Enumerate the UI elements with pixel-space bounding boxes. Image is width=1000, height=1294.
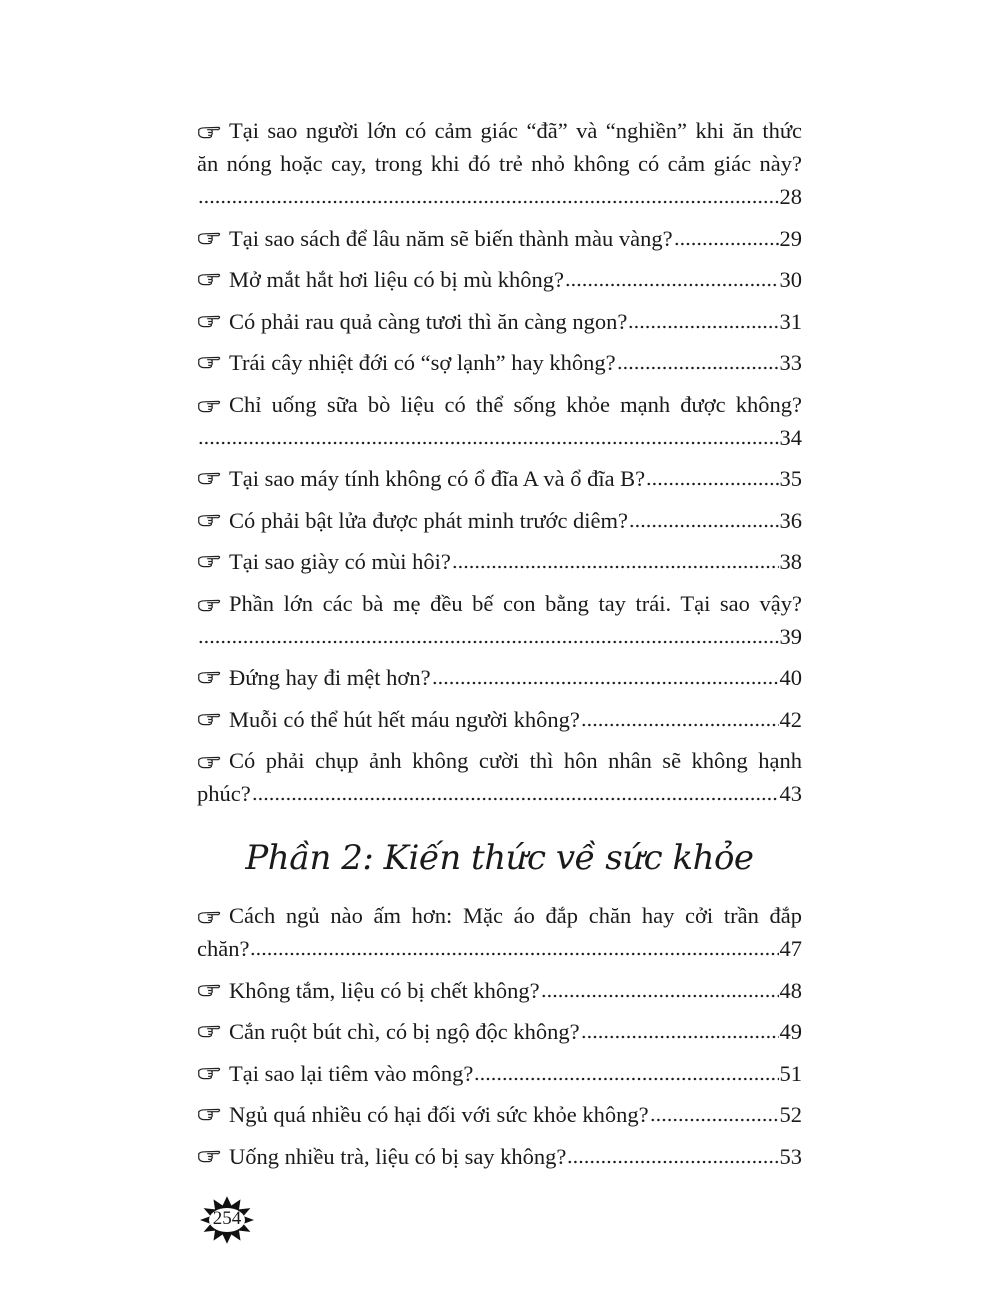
entry-title-text: Có phải chụp ảnh không cười thì hôn nhân sẽ không hạnh: [229, 748, 802, 773]
toc-entry[interactable]: [197, 222, 802, 255]
entry-title-line: [197, 899, 802, 932]
toc-entry[interactable]: [197, 388, 802, 454]
entry-page-number: 40: [779, 665, 802, 690]
dot-leader: [198, 440, 779, 446]
entry-title-text: Uống nhiều trà, liệu có bị say không?: [229, 1143, 567, 1169]
page-number-badge: [200, 1196, 254, 1244]
pointing-hand-icon: [197, 670, 223, 685]
entry-leader-line: [197, 777, 802, 810]
part2-list: [197, 899, 802, 1173]
entry-title-text: Trái cây nhiệt đới có “sợ lạnh” hay không?: [229, 350, 616, 375]
entry-title-text: Mở mắt hắt hơi liệu có bị mù không?: [229, 267, 564, 292]
entry-leader-line: [197, 1015, 802, 1048]
entry-leader-line: [197, 545, 802, 578]
pointing-hand-icon: [197, 314, 223, 329]
entry-leader-line: [197, 1098, 802, 1131]
dot-leader: [565, 282, 779, 288]
entry-page-number: 51: [779, 1060, 802, 1086]
entry-leader-line: [197, 346, 802, 379]
toc-entry[interactable]: [197, 744, 802, 810]
entry-leader-line: [197, 1057, 802, 1090]
pointing-hand-icon: [197, 712, 223, 727]
entry-title-text: Tại sao lại tiêm vào mông?: [229, 1060, 474, 1086]
toc-entry[interactable]: [197, 1015, 802, 1048]
pointing-hand-icon: [197, 471, 223, 486]
entry-title-text: ăn nóng hoặc cay, trong khi đó trẻ nhỏ không có cảm giác này?: [197, 151, 802, 176]
entry-title-text: Tại sao sách để lâu năm sẽ biến thành màu vàng?: [229, 225, 673, 251]
entry-page-number: 47: [779, 936, 802, 961]
entry-page-number: 42: [779, 706, 802, 732]
entry-page-number: 33: [779, 350, 802, 375]
entry-title-text: Có phải bật lửa được phát minh trước diêm?: [229, 507, 629, 533]
pointing-hand-icon: [197, 1107, 223, 1122]
dot-leader: [617, 365, 779, 371]
entry-title-text: Tại sao máy tính không có ổ đĩa A và ổ đĩa B?: [229, 466, 646, 491]
dot-leader: [628, 324, 778, 330]
entry-page-number: 53: [779, 1143, 802, 1169]
entry-page-number: 29: [779, 225, 802, 251]
entry-leader-line: [197, 703, 802, 736]
entry-leader-line: [197, 180, 802, 213]
entry-title-line: [197, 388, 802, 421]
dot-leader: [650, 1117, 779, 1123]
part1-list: [197, 114, 802, 810]
entry-leader-line: [197, 263, 802, 296]
entry-title-text: Tại sao người lớn có cảm giác “đã” và “nghiền” khi ăn thức: [229, 118, 802, 143]
dot-leader: [646, 481, 778, 487]
entry-leader-line: [197, 504, 802, 537]
dot-leader: [452, 564, 779, 570]
toc-entry[interactable]: [197, 703, 802, 736]
pointing-hand-icon: [197, 125, 223, 140]
entry-title-text: Cách ngủ nào ấm hơn: Mặc áo đắp chăn hay cởi trần đắp: [229, 903, 802, 928]
dot-leader: [252, 796, 779, 802]
dot-leader: [541, 993, 779, 999]
dot-leader: [432, 680, 779, 686]
entry-leader-line: [197, 974, 802, 1007]
pointing-hand-icon: [197, 1024, 223, 1039]
entry-title-text: Ngủ quá nhiều có hại đối với sức khỏe không?: [229, 1102, 649, 1127]
entry-title-text: Phần lớn các bà mẹ đều bế con bằng tay trái. Tại sao vậy?: [229, 590, 802, 616]
entry-page-number: 39: [779, 623, 802, 649]
entry-title-text: chăn?: [197, 936, 250, 961]
entry-leader-line: [197, 932, 802, 965]
toc-entry[interactable]: [197, 587, 802, 653]
entry-page-number: 52: [779, 1102, 802, 1127]
toc-entry[interactable]: [197, 346, 802, 379]
pointing-hand-icon: [197, 755, 223, 770]
section-heading: Phần 2: Kiến thức về sức khỏe: [245, 838, 754, 878]
entry-leader-line: [197, 222, 802, 255]
dot-leader: [567, 1159, 778, 1165]
pointing-hand-icon: [197, 231, 223, 246]
entry-page-number: 28: [779, 184, 802, 209]
dot-leader: [198, 199, 779, 205]
entry-leader-line: [197, 661, 802, 694]
dot-leader: [629, 523, 778, 529]
entry-leader-line: [197, 1140, 802, 1173]
dot-leader: [674, 241, 779, 247]
dot-leader: [581, 1034, 779, 1040]
page-number: 254: [212, 1208, 242, 1229]
entry-page-number: 38: [779, 549, 802, 574]
toc-entry[interactable]: [197, 462, 802, 495]
entry-page-number: 36: [779, 507, 802, 533]
toc-entry[interactable]: [197, 545, 802, 578]
entry-leader-line: [197, 620, 802, 653]
pointing-hand-icon: [197, 1066, 223, 1081]
entry-page-number: 49: [779, 1019, 802, 1044]
pointing-hand-icon: [197, 399, 223, 414]
toc-entry[interactable]: [197, 114, 802, 213]
dot-leader: [474, 1076, 778, 1082]
toc-entry[interactable]: [197, 263, 802, 296]
entry-title-line: [197, 147, 802, 180]
entry-title-line: [197, 744, 802, 777]
entry-title-text: Cắn ruột bút chì, có bị ngộ độc không?: [229, 1019, 580, 1044]
pointing-hand-icon: [197, 1149, 223, 1164]
dot-leader: [581, 722, 779, 728]
pointing-hand-icon: [197, 983, 223, 998]
pointing-hand-icon: [197, 272, 223, 287]
entry-page-number: 48: [779, 977, 802, 1003]
pointing-hand-icon: [197, 598, 223, 613]
entry-title-text: Có phải rau quả càng tươi thì ăn càng ngon?: [229, 308, 628, 334]
table-of-contents: [197, 114, 802, 1173]
entry-leader-line: [197, 462, 802, 495]
toc-entry[interactable]: [197, 1057, 802, 1090]
entry-leader-line: [197, 305, 802, 338]
entry-title-text: Chỉ uống sữa bò liệu có thể sống khỏe mạnh được không?: [229, 391, 802, 417]
toc-entry[interactable]: [197, 661, 802, 694]
entry-page-number: 31: [779, 308, 802, 334]
entry-page-number: 30: [779, 267, 802, 292]
pointing-hand-icon: [197, 910, 223, 925]
entry-title-line: [197, 587, 802, 620]
toc-entry[interactable]: [197, 1098, 802, 1131]
entry-page-number: 35: [779, 466, 802, 491]
entry-page-number: 34: [779, 424, 802, 450]
entry-page-number: 43: [779, 781, 802, 806]
pointing-hand-icon: [197, 513, 223, 528]
entry-leader-line: [197, 421, 802, 454]
entry-title-text: Không tắm, liệu có bị chết không?: [229, 977, 540, 1003]
entry-title-text: Muỗi có thể hút hết máu người không?: [229, 706, 580, 732]
pointing-hand-icon: [197, 554, 223, 569]
entry-title-line: [197, 114, 802, 147]
entry-title-text: Đứng hay đi mệt hơn?: [229, 665, 431, 690]
toc-entry[interactable]: [197, 1140, 802, 1173]
toc-entry[interactable]: [197, 305, 802, 338]
toc-entry[interactable]: [197, 899, 802, 965]
dot-leader: [250, 951, 778, 957]
entry-title-text: phúc?: [197, 781, 251, 806]
dot-leader: [198, 639, 779, 645]
toc-entry[interactable]: [197, 974, 802, 1007]
entry-title-text: Tại sao giày có mùi hôi?: [229, 549, 451, 574]
pointing-hand-icon: [197, 355, 223, 370]
toc-entry[interactable]: [197, 504, 802, 537]
